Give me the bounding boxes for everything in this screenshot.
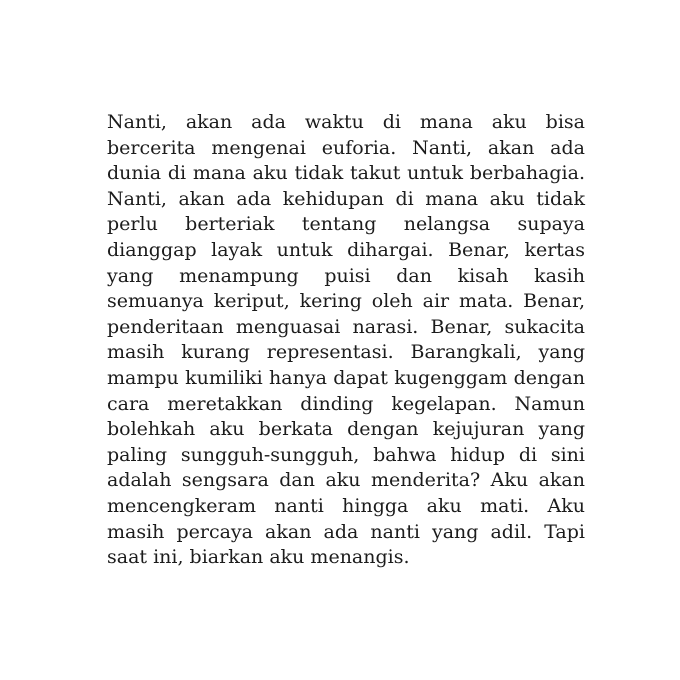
- poem-paragraph: Nanti, akan ada waktu di mana aku bisa bercerita mengenai euforia. Nanti, akan ada dunia di mana aku tidak takut untuk berbahagia. Nanti, akan ada kehidupan di mana aku tidak perlu berteriak tentang nelangsa supaya dianggap layak untuk dihargai. Benar, kertas yang menampung puisi dan kisah kasih semuanya keriput, kering oleh air mata. Benar, penderitaan menguasai narasi. Benar, sukacita masih kurang representasi. Barangkali, yang mampu kumiliki hanya dapat kugenggam dengan cara meretakkan dinding kegelapan. Namun bolehkah aku berkata dengan kejujuran yang paling sungguh-sungguh, bahwa hidup di sini adalah sengsara dan aku menderita? Aku akan mencengkeram nanti hingga aku mati. Aku masih percaya akan ada nanti yang adil. Tapi saat ini, biarkan aku menangis.: [107, 111, 585, 569]
